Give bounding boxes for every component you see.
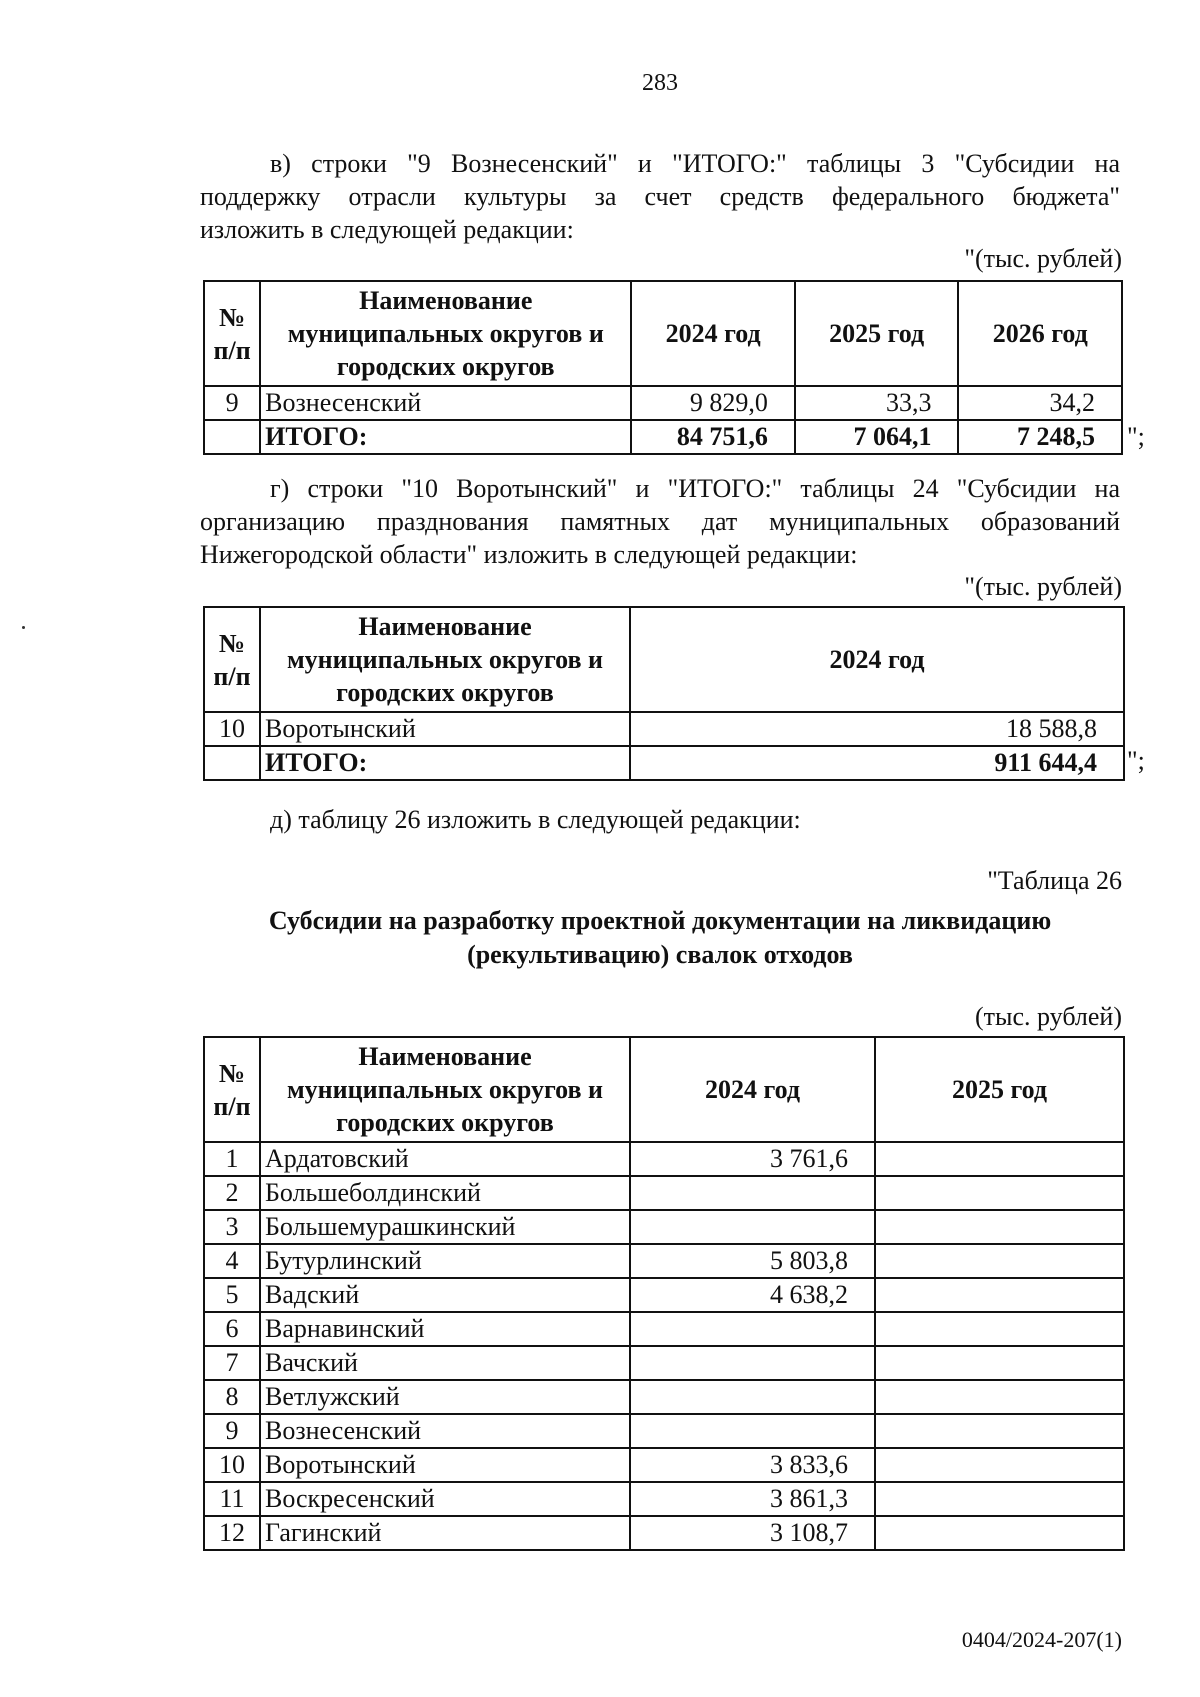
cell-name: Вачский (260, 1346, 630, 1380)
cell-num: 1 (204, 1142, 260, 1176)
cell-2024 (630, 1210, 875, 1244)
cell-2024: 3 108,7 (630, 1516, 875, 1550)
section-v-unit: "(тыс. рублей) (964, 244, 1122, 273)
cell-2025 (875, 1346, 1124, 1380)
document-code: 0404/2024-207(1) (961, 1627, 1122, 1652)
cell-num: 11 (204, 1482, 260, 1516)
cell-2024: 84 751,6 (631, 420, 795, 454)
cell-2025 (875, 1516, 1124, 1550)
cell-num: 6 (204, 1312, 260, 1346)
header-2024: 2024 год (631, 281, 795, 386)
section-d-unit: (тыс. рублей) (974, 1002, 1122, 1031)
cell-name: Вознесенский (260, 1414, 630, 1448)
cell-name: Варнавинский (260, 1312, 630, 1346)
section-g-line-3: Нижегородской области" изложить в следующей редакции: (200, 540, 858, 569)
cell-name: ИТОГО: (260, 746, 630, 780)
cell-2024: 5 803,8 (630, 1244, 875, 1278)
table-row (204, 1380, 1124, 1414)
section-d-text (200, 803, 1120, 836)
section-d-line-1: д) таблицу 26 изложить в следующей редакции: (270, 805, 801, 834)
header-num: № п/п (204, 1037, 260, 1142)
cell-2025 (875, 1244, 1124, 1278)
cell-2026: 7 248,5 (958, 420, 1122, 454)
cell-2024: 9 829,0 (631, 386, 795, 420)
cell-2025 (875, 1210, 1124, 1244)
cell-num (204, 746, 260, 780)
cell-2025 (875, 1176, 1124, 1210)
table-row (204, 1312, 1124, 1346)
header-2026: 2026 год (958, 281, 1122, 386)
table-title (200, 904, 1120, 972)
cell-num: 4 (204, 1244, 260, 1278)
header-name: Наименование муниципальных округов и городских округов (260, 281, 631, 386)
section-g-unit: "(тыс. рублей) (964, 572, 1122, 601)
cell-num: 10 (204, 1448, 260, 1482)
table-row (204, 386, 1122, 420)
table-row (204, 1516, 1124, 1550)
table-total-row (204, 420, 1122, 454)
cell-name: Вознесенский (260, 386, 631, 420)
cell-2025 (875, 1312, 1124, 1346)
cell-num: 12 (204, 1516, 260, 1550)
table-section-v (203, 280, 1123, 455)
table-title-line-1: Субсидии на разработку проектной документации на ликвидацию (268, 906, 1052, 935)
cell-name: Воротынский (260, 1448, 630, 1482)
cell-name: Вадский (260, 1278, 630, 1312)
cell-name: Воротынский (260, 712, 630, 746)
header-name: Наименование муниципальных округов и городских округов (260, 1037, 630, 1142)
section-v-line-3: изложить в следующей редакции: (200, 215, 574, 244)
cell-name: Ардатовский (260, 1142, 630, 1176)
cell-2026: 34,2 (958, 386, 1122, 420)
cell-name: Гагинский (260, 1516, 630, 1550)
section-v-closing: "; (1127, 422, 1145, 451)
cell-2025: 7 064,1 (795, 420, 959, 454)
cell-num (204, 420, 260, 454)
section-v-line-2: поддержку отрасли культуры за счет средств федерального бюджета" (200, 182, 1120, 211)
cell-2024: 18 588,8 (630, 712, 1124, 746)
cell-num: 10 (204, 712, 260, 746)
cell-2024: 4 638,2 (630, 1278, 875, 1312)
table-26 (203, 1036, 1125, 1551)
cell-name: ИТОГО: (260, 420, 631, 454)
cell-2025 (875, 1414, 1124, 1448)
cell-name: Воскресенский (260, 1482, 630, 1516)
cell-2024: 3 861,3 (630, 1482, 875, 1516)
scan-speck (22, 626, 25, 629)
table-header-row (204, 1037, 1124, 1142)
cell-2024: 3 833,6 (630, 1448, 875, 1482)
header-2025: 2025 год (875, 1037, 1124, 1142)
header-num: № п/п (204, 607, 260, 712)
section-g-text (200, 472, 1120, 571)
header-name: Наименование муниципальных округов и городских округов (260, 607, 630, 712)
section-g-line-2: организацию празднования памятных дат муниципальных образований (200, 507, 1120, 536)
table-row (204, 1142, 1124, 1176)
page-number: 283 (642, 70, 678, 96)
cell-num: 9 (204, 386, 260, 420)
header-2025: 2025 год (795, 281, 959, 386)
cell-2025: 33,3 (795, 386, 959, 420)
cell-2024 (630, 1414, 875, 1448)
cell-2024 (630, 1176, 875, 1210)
section-v-text (200, 147, 1120, 246)
table-row (204, 1482, 1124, 1516)
cell-2025 (875, 1278, 1124, 1312)
cell-2024 (630, 1380, 875, 1414)
cell-name: Ветлужский (260, 1380, 630, 1414)
cell-name: Большемурашкинский (260, 1210, 630, 1244)
cell-num: 5 (204, 1278, 260, 1312)
table-26-body (204, 1142, 1124, 1550)
table-row (204, 712, 1124, 746)
cell-2024 (630, 1312, 875, 1346)
cell-2025 (875, 1142, 1124, 1176)
table-row (204, 1244, 1124, 1278)
cell-2024: 3 761,6 (630, 1142, 875, 1176)
cell-num: 9 (204, 1414, 260, 1448)
cell-2024 (630, 1346, 875, 1380)
table-label: "Таблица 26 (987, 866, 1122, 895)
cell-num: 2 (204, 1176, 260, 1210)
cell-name: Бутурлинский (260, 1244, 630, 1278)
table-header-row (204, 607, 1124, 712)
table-row (204, 1176, 1124, 1210)
section-g-line-1: г) строки "10 Воротынский" и "ИТОГО:" таблицы 24 "Субсидии на (270, 474, 1120, 503)
cell-2025 (875, 1380, 1124, 1414)
cell-num: 8 (204, 1380, 260, 1414)
cell-2025 (875, 1482, 1124, 1516)
table-row (204, 1210, 1124, 1244)
cell-num: 3 (204, 1210, 260, 1244)
table-row (204, 1278, 1124, 1312)
table-row (204, 1448, 1124, 1482)
table-row (204, 1346, 1124, 1380)
section-g-closing: "; (1127, 746, 1145, 775)
cell-2025 (875, 1448, 1124, 1482)
cell-name: Большеболдинский (260, 1176, 630, 1210)
cell-num: 7 (204, 1346, 260, 1380)
header-num: № п/п (204, 281, 260, 386)
section-v-line-1: в) строки "9 Вознесенский" и "ИТОГО:" таблицы 3 "Субсидии на (270, 149, 1120, 178)
table-header-row (204, 281, 1122, 386)
table-section-g (203, 606, 1125, 781)
header-2024: 2024 год (630, 1037, 875, 1142)
header-2024: 2024 год (630, 607, 1124, 712)
table-total-row (204, 746, 1124, 780)
cell-2024: 911 644,4 (630, 746, 1124, 780)
table-row (204, 1414, 1124, 1448)
table-title-line-2: (рекультивацию) свалок отходов (467, 940, 853, 969)
